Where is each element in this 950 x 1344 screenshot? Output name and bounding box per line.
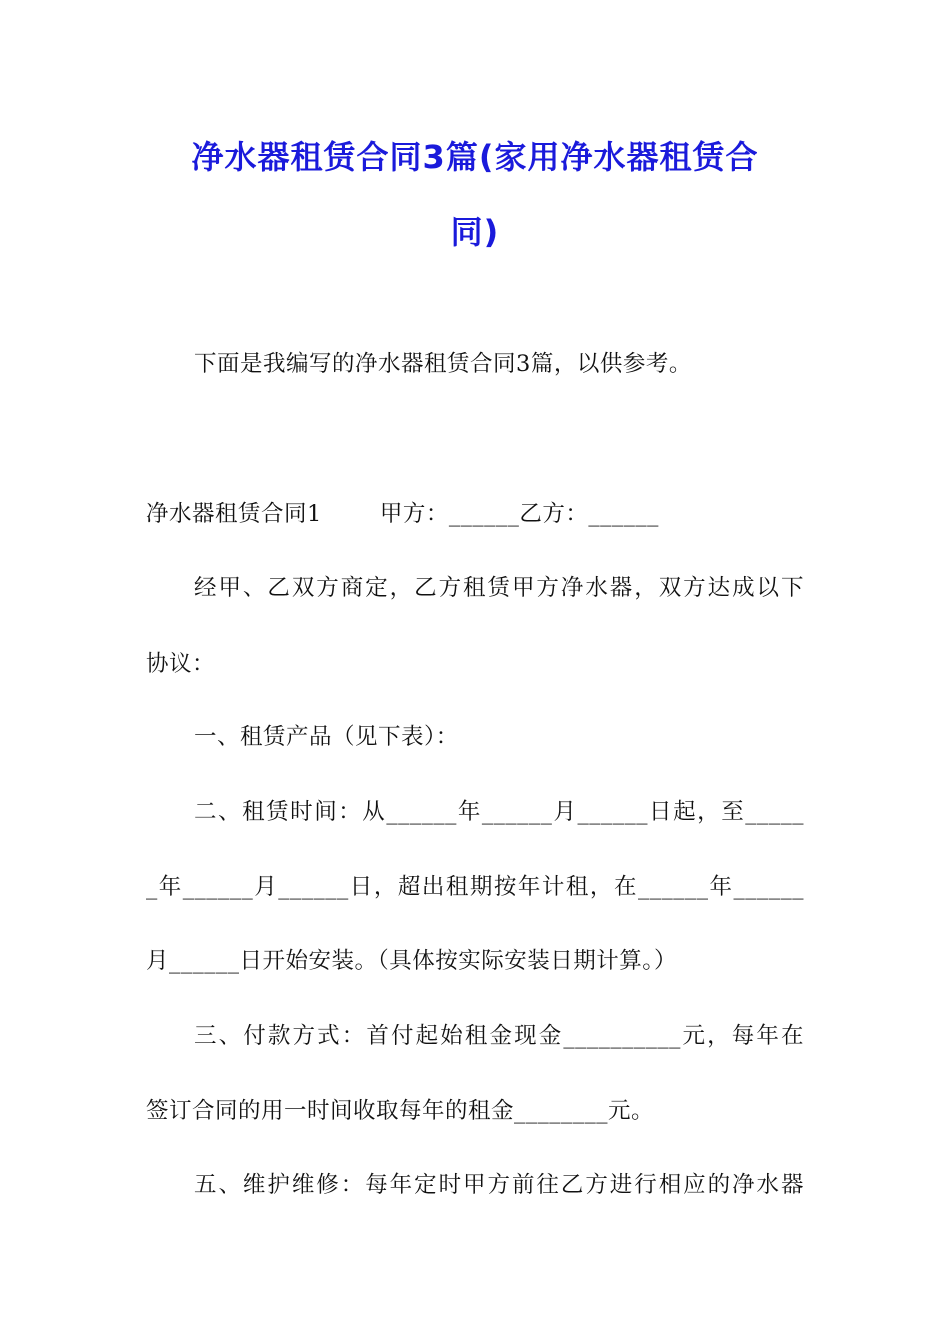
intro-paragraph: 下面是我编写的净水器租赁合同3篇，以供参考。 xyxy=(194,351,692,377)
clause-3-line-2: 签订合同的用一时间收取每年的租金________元。 xyxy=(146,1098,655,1124)
contract-heading-line xyxy=(146,496,659,528)
paragraph-1-line-1: 经甲、乙双方商定，乙方租赁甲方净水器，双方达成以下 xyxy=(194,575,804,601)
clause-1: 一、租赁产品（见下表）： xyxy=(194,724,459,750)
clause-5-line-1: 五、维护维修：每年定时甲方前往乙方进行相应的净水器 xyxy=(194,1172,804,1198)
clause-2-line-1: 二、租赁时间：从______年______月______日起，至_____ xyxy=(194,799,804,825)
paragraph-1-line-2: 协议： xyxy=(146,651,216,677)
clause-2-line-2: _年______月______日，超出租期按年计租，在______年______ xyxy=(146,874,804,900)
document-title-line-1: 净水器租赁合同3篇(家用净水器租赁合 xyxy=(191,138,759,176)
contract-heading: 净水器租赁合同1 xyxy=(146,501,322,527)
clause-2-line-3: 月______日开始安装。（具体按实际安装日期计算。） xyxy=(146,948,678,974)
parties-line: 甲方：______乙方：______ xyxy=(379,501,659,527)
document-title-line-2: 同) xyxy=(450,213,500,251)
clause-3-line-1: 三、付款方式：首付起始租金现金__________元，每年在 xyxy=(194,1023,804,1049)
